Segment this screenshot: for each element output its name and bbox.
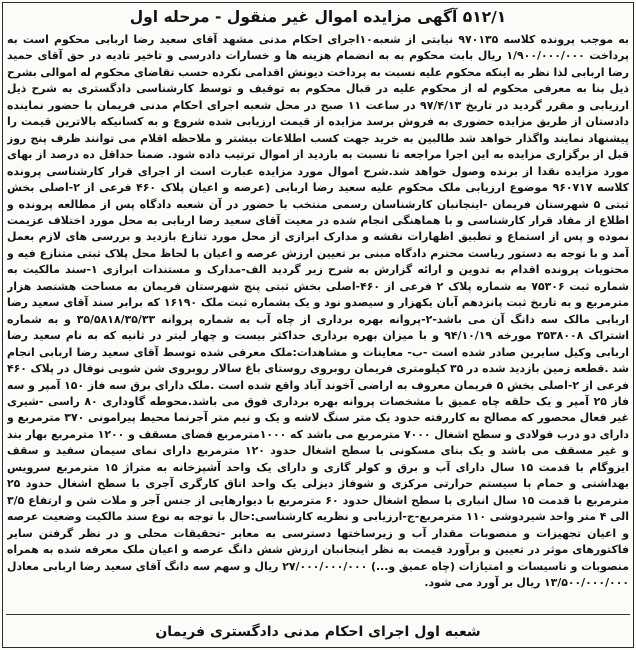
issuing-authority: شعبه اول اجرای احکام مدنی دادگستری فریمان	[155, 624, 481, 640]
notice-body-text: به موجب پرونده کلاسه ۹۷۰۱۳۵ نیابتی از شعبه۱۰اجرای احکام مدنی مشهد آقای سعید رضا اربابی محکوم است به پرداخت ۱/۹۰۰/۰۰۰/۰۰۰ ریال بابت محکوم به به انضمام هزینه ها و خسارات دادرسی و تاخیر تادیه در حق آقای حمید رضا اربابی لذا نظر به اینکه محکوم علیه نسبت به پرداخت دیونش اقدامی نکرده حسب تقاضای محکوم له اموالی بشرح ذیل بنا به معرفی محکوم له از محکوم علیه در قبال محکوم به توقیف و توسط کارشناسی دادگستری به شرح ذیل ارزیابی و مقرر گردید در تاریخ ۹۷/۴/۱۳ در ساعت ۱۱ صبح در محل شعبه اجرای احکام مدنی فریمان با حضور نماینده دادستان از طریق مزایده حضوری به فروش برسد مزایده از قیمت ارزیابی شده شروع و به کسانیکه بالاترین قیمت را پیشنهاد نمایند واگذار خواهد شد طالبین به خرید جهت کسب اطلاعات بیشتر و ملاحظه اقلام می توانند ظرف پنج روز قبل از برگزاری مزایده به این اجرا مراجعه تا نسبت به بازدید از اموال ترتیب داده شود. ضمنا حداقل ده درصد از بهای مورد مزایده نقدا از برنده وصول خواهد شد.شرح اموال مورد مزایده عبارت است از اجرای قرار کارشناسی پرونده کلاسه ۹۶۰۷۱۷ موضوع ارزیابی ملک محکوم علیه سعید رضا اربابی (عرصه و اعیان پلاک ۴۶۰ فرعی از ۲-اصلی بخش ثبتی ۵ شهرستان فریمان -اینجانبان کارشناسان رسمی منتخب با حضور در آن شعبه دادگاه پس از مطالعه پرونده و اطلاع از مفاد قرار کارشناسی و با هماهنگی انجام شده در معیت آقای سعید رضا اربابی به محل مورد اختلاف عزیمت نموده و پس از استماع و تطبیق اظهارات نقشه و مدارک ابرازی از محل مورد تنازع بازدید و بررسی های لازم بعمل آمد و با توجه به دستور ریاست محترم دادگاه مبنی بر تعیین ارزش عرصه و اعیان با لحاظ محل پلاک ثبتی متنازع فیه و محتویات پرونده اقدام به تدوین و ارائه گزارش به شرح زیر گردید الف-مدارک و مستندات ابرازی ۱-سند مالکیت به شماره ثبت ۷۵۳۰۶ به شماره پلاک ۲ فرعی از ۴۶۰-اصلی بخش ثبتی پنج شهرستان فریمان به مساحت هشتصد هزار مترمربع و به تاریخ ثبت پانزدهم آبان یکهزار و سیصدو نود و یک بشماره ثبت ملک ۱۶۱۹۰ که برابر سند آقای سعید رضا اربابی مالک سه دانگ آن می باشد-۲-پروانه بهره برداری از چاه آب به شماره پروانه ۳۵/۵۸۱۸/۳۵/۳۳ و به شماره اشتراک ۳۵۳۸۰۰۸ مورخه ۹۴/۱۰/۱۹ و با میزان بهره برداری حداکثر بیست و چهار لیتر در ثانیه که به نام سعید رضا اربابی وکیل سایرین صادر شده است -ب- معاینات و مشاهدات:ملک معرفی شده توسط آقای سعید رضا اربابی انجام شد .قطعه زمین بازدید شده در ۳۵ کیلومتری فریمان روبروی روستای باغ سالار روبروی شن شویی نوفال در پلاک ۴۶۰ فرعی از ۲-اصلی بخش ۵ فریمان معروف به اراضی آخوند آباد واقع شده است .ملک دارای برق سه فاز ۱۵۰ آمپر و سه فاز ۲۵ آمپر و یک حلقه چاه عمیق با مشخصات پروانه بهره برداری فوق می باشد.محوطه گاوداری ۸۰ راسی -شیری غیر فعال محصور که مصالح به کاررفته حدود یک متر سنگ لاشه و یک و نیم متر آجرنما محیط پیرامونی ۳۷۰ مترمربع و دارای دو درب فولادی و سطح اشغال ۷۰۰۰ مترمربع می باشد که ۱۰۰۰مترمربع فضای مسقف و ۱۲۰۰ مترمربع بهار بند و غیر مسقف می باشد و یک بنای مسکونی با سطح اشغال حدود ۱۲۰ مترمربع دارای نمای سیمان سفید و سقف ایزوگام با قدمت ۱۵ سال دارای آب و برق و کولر گازی و دارای یک واحد آشپزخانه به متراژ ۱۵ مترمربع سرویس بهداشتی و حمام با سیستم حرارتی مرکزی و شوفاژ دیزلی یک واحد اتاق کارگری آجری با سطح اشغال حدود ۲۵ مترمربع با قدمت ۱۵ سال انباری با سطح اشغال حدود ۶۰ مترمربع با دیوارهایی از جنس آجر و ملات شن و ارتفاع ۳/۵ الی ۴ متر واحد شیردوشی ۱۱۰ مترمربع-ج-ارزیابی و نظریه کارشناسی:حال با توجه به نوع سند مالکیت وضعیت عرصه و اعیان تجهیزات و منصوبات مقدار آب و زیرساختها دسترسی به معابر -تحقیقات محلی و در نظر گرفتن سایر فاکتورهای موثر در تعیین و برآورد قیمت به نظر اینجانبان ارزش شش دانگ عرصه و اعیان ملک معرفه شده به همراه منصوبات و تاسیسات و امتیازات (چاه عمیق و...) ۲۷/۰۰۰/۰۰۰/۰۰۰ ریال و سهم سه دانگ آقای سعید رضا اربابی معادل ۱۳/۵۰۰/۰۰۰/۰۰۰ ریال بر آورد می شود.	[7, 33, 629, 589]
notice-body	[7, 32, 629, 610]
divider	[6, 614, 630, 615]
notice-title: ۵۱۲/۱ آگهی مزایده اموال غیر منقول - مرحله اول	[129, 8, 507, 26]
